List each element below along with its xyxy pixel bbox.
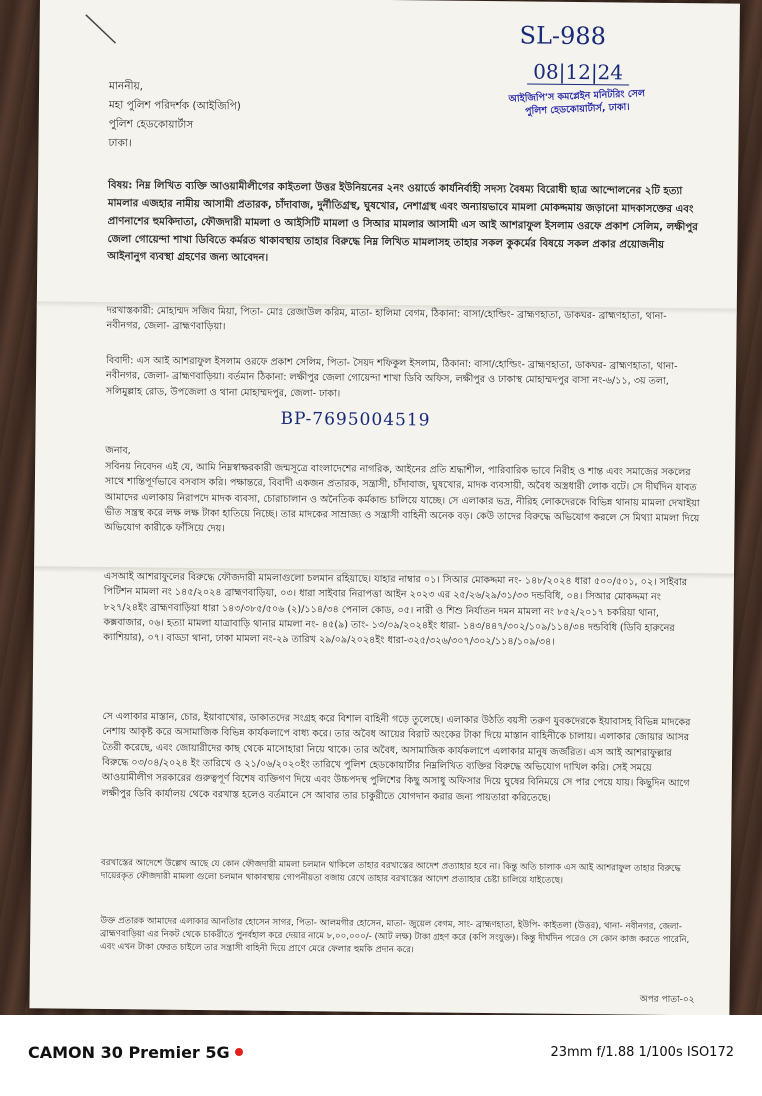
paragraph-2: এসআই আশরাফুলের বিরুদ্ধে ফৌজদারী মামলাগুলো চলমান রহিয়াছে। যাহার নাম্বার ০১। সিআর মোকদ্দমা নং- ১৪৮/২০২৪ ধারা ৫০০/৫০১, ০২। সাইবার পিটিশন মামলা নং ১৪৫/২০২৪ ব্রাহ্মণবাড়িয়া, ০৩। ধারা সাইবার নিরাপত্তা আইন ২০২৩ এর ২৫/২৬/২৯/৩১/৩৩ দন্ডবিধি, ০৪। সিআর মোকদ্দমা নং ৮২৭/২৪ইং ব্রাহ্মণবাড়িয়া ধারা ১৪৩/৩৮৫/৫০৬ (২)/১১৪/৩৪ পেনাল কোড, ০৫। নারী ও শিশু নির্যাতন দমন মামলা নং ৮৫২/২০১৭ চকরিয়া থানা, কক্সবাজার, ০৬। হত্যা মামলা যাত্রাবাড়ি থানার মামলা নং- ৪৫(৯) তাং- ১৩/০৯/২০২৪ইং ধারা- ১৪৩/৪৪৭/৩০২/১০৯/১১৪/৩৪ দন্ডবিধি (ডিবি হারুনের ক্যাশিয়ার), ০৭। বাড্ডা থানা, ঢাকা মামলা নং-২৯ তারিখ ২৯/০৯/২০২৪ইং ধারা-৩২৫/৩২৬/৩০৭/৩০২/১১৪/১০৯/৩৪। <box>103 571 688 649</box>
camera-watermark-bar <box>0 1015 762 1096</box>
stamp-line-2: পুলিশ হেডকোয়ার্টার্স, ঢাকা। <box>524 102 630 118</box>
next-page-note: অপর পাতা-০২ <box>639 994 695 1006</box>
address-line: পুলিশ হেডকোয়ার্টাস <box>108 117 194 131</box>
paragraph-3: সে এলাকার মাস্তান, চোর, ইয়াবাখোর, ডাকাতদের সংগ্রহ করে বিশাল বাহিনী গড়ে তুলেছে। এলাকার উঠতি বয়সী তরুণ যুবকদেরকে ইয়াবাসহ বিভিন্ন মাদকের নেশায় আকৃষ্ট করে অসামাজিক বিভিন্ন কার্যকলাপে বাধ্য করে। তার অবৈধ আয়ের বিরাট অংকের টাকা দিয়ে মাস্তান বাহিনীকে চালায়। এলাকার জোয়ার আসর তৈরী করেছে, এবং জোয়ারীদের কাছ থেকে মাসোহারা নিয়ে থাকে। তার অবৈধ, অসামাজিক কার্যকলাপে এলাকার মানুষ জর্জরিত। এস আই আশরাফুল্লার বিরুদ্ধে ০৩/০৪/২০২৪ ইং তারিখে ও ২১/০৬/২০২০ইং তারিখে পুলিশ হেডকোয়ার্টার নিম্নলিখিত ব্যক্তির বিরুদ্ধে অভিযোগ দাখিল করি। সেই সময়ে আওয়ামীলীগ সরকারের গুরুত্বপূর্ণ বিশেষ ব্যক্তিগণ দিয়ে এবং উচ্চপদস্থ পুলিশের কিছু অসাধু অফিসার দিয়ে ঘুষের বিনিময়ে সে পার পেয়ে যায়। কিছুদিন আগে লক্ষীপুর ডিবি কার্যালয় থেকে বরখাস্ত হলেও বর্তমানে সে আবার তার চাকুরীতে যোগদান করার জন্য পায়তারা করিতেছে। <box>101 711 691 804</box>
red-dot-icon <box>235 1048 243 1056</box>
address-line: মহা পুলিশ পরিদর্শক (আইজিপি) <box>108 98 241 113</box>
camera-model-text: CAMON 30 Premier 5G <box>28 1043 230 1062</box>
received-stamp <box>508 87 645 119</box>
paragraph-1: সবিনয় নিবেদন এই যে, আমি নিম্নস্বাক্ষরকারী জন্মসূত্রে বাংলাদেশের নাগরিক, আইনের প্রতি শ্রদ্ধাশীল, পারিবারিক ভাবে নিরীহ ও শান্ত এবং সমাজের সকলের সাথে শান্তিপূর্ণভাবে বসবাস করি। পক্ষান্তরে, বিবাদী একজন প্রতারক, সন্ত্রাসী, চাঁদাবাজ, ঘুষখোর, মাদক ব্যবসায়ী, অবৈধ অস্ত্রধারী লোক বটে। সে দীর্ঘদিন যাবত আমাদের এলাকায় নিরাপদে মাদক ব্যবসা, চোরাচালান ও অনৈতিক কর্মকান্ড চালিয়ে যাচ্ছে। সে এলাকার ভদ্র, নীরিহ লোকদেরকে বিভিন্ন থানায় মামলা দেখাইয়া ভীত সন্ত্রস্থ করে লক্ষ লক্ষ টাকা হাতিয়ে নিচ্ছে। তার মাদকের সাম্রাজ্য ও সন্ত্রাসী বাহিনী অনেক বড়। কেউ তাদের বিরুদ্ধে অভিযোগ করলে সে মিথ্যা মামলা দিয়ে অভিযোগ কারীকে ফাঁসিয়ে দেয়। <box>104 461 700 535</box>
recipient-address <box>108 77 429 156</box>
address-line: ঢাকা। <box>108 136 132 149</box>
letter-paper <box>29 0 740 1016</box>
applicant-details: দরখাস্তকারী: মোহাম্মদ সজিব মিয়া, পিতা- মোঃ রেজাউল করিম, মাতা- হালিমা বেগম, ঠিকানা: বাসা/হোল্ডিং- ব্রাহ্মণহাতা, ডাকঘর- ব্রাহ্মণহাতা, থানা- নবীনগর, জেলা- ব্রাহ্মণবাড়িয়া। <box>106 305 667 333</box>
stamp-line-1: আইজিপি'স কমপ্লেইন মনিটরিং সেল <box>508 88 646 105</box>
pen-mark <box>81 11 121 47</box>
paragraph-5: উক্ত প্রতারক আমাদের এলাকার আনতাির হোসেন সাগর, পিতা- আলমগীর হোসেন, মাতা- জুয়েল বেগম, সাং- ব্রাহ্মণহাতা, ইউপি- কাইতলা (উত্তর), থানা- নবীনগর, জেলা- ব্রাহ্মণবাড়িয়া এর নিকট থেকে চাকরীতে পুনর্বহাল করে দেয়ার নামে ৮,০০,০০০/- (আট লক্ষ) টাকা গ্রহণ করে (কপি সংযুক্ত)। কিন্তু দীর্ঘদিন পরেও সে কোন কাজ করতে পারেনি, এবং এখন টাকা ফেরত চাইলে তার সন্ত্রাসী বাহিনী দিয়ে প্রাণে মেরে ফেলার হুমকি প্রদান করে। <box>100 916 690 956</box>
accused-details: বিবাদী: এস আই আশরাফুল ইসলাম ওরফে প্রকাশ সেলিম, পিতা- সৈয়দ শফিকুল ইসলাম, ঠিকানা: বাসা/হোল্ডিং- ব্রাহ্মণহাতা, ডাকঘর- ব্রাহ্মণহাতা, থানা- নবীনগর, জেলা- ব্রাহ্মণবাড়িয়া। বর্তমান ঠিকানা: লক্ষীপুর জেলা গোয়েন্দা শাখা ডিবি অফিস, লক্ষীপুর ও ঢাকাস্থ মোহাম্মদপুর বাসা নং-৬/১১, ৩য় তলা, সলিমুল্লাহ রোড, উপজেলা ও থানা মোহাম্মদপুর, জেলা- ঢাকা। <box>105 355 678 400</box>
paragraph-4: বরখাস্তের আদেশে উল্লেখ আছে যে কোন ফৌজদারী মামলা চলমান থাকিলে তাহার বরখাস্তের আদেশ প্রত্যাহার হবে না। কিন্তু অতি চালাক এস আই আশরাফুল তাহার বিরুদ্ধে দায়েরকৃত ফৌজদারী মামলা গুলো চলমান থাকাবস্থায় গোপনীয়তা বজায় রেখে তাহার বরখাস্তের আদেশ প্রত্যাহার চেষ্টা চালিয়ে যাইতেছে। <box>100 858 681 886</box>
camera-model <box>28 1043 243 1062</box>
handwritten-ref-no: SL-988 <box>519 21 607 51</box>
handwritten-bp-number: BP-7695004519 <box>280 408 431 431</box>
camera-specs: 23mm f/1.88 1/100s ISO172 <box>550 1045 734 1060</box>
subject: বিষয়: নিম্ন লিখিত ব্যক্তি আওয়ামীলীগের কাইতলা উত্তর ইউনিয়নের ২নং ওয়ার্ডে কার্যনির্বাহী সদস্য বৈষম্য বিরোধী ছাত্র আন্দোলনের ২টি হত্যা মামলার এজহার নামীয় আসামী প্রতারক, চাঁদাবাজ, দুর্নীতিগ্রস্থ, ঘুষখোর, নেশাগ্রস্থ এবং অন্যায়ভাবে মামলা মোকদ্দমায় জড়ানো মাদকাসক্তের এবং প্রাণনাশের হুমকিদাতা, ফৌজদারী মামলা ও আইসিটি মামলা ও সিআর মামলার আসামী এস আই আশরাফুল ইসলাম ওরফে প্রকাশ সেলিম, লক্ষীপুর জেলা গোয়েন্দা শাখা ডিবিতে কর্মরত থাকাবস্থায় তাহার বিরুদ্ধে নিম্ন লিখিত মামলাসহ তাহার সকল কুকর্মের বিষয়ে সকল প্রকার প্রয়োজনীয় আইনানুগ ব্যবস্থা গ্রহণের জন্য আবেদন। <box>107 180 698 265</box>
handwritten-date: 08|12|24 <box>527 59 629 85</box>
address-line: মাননীয়, <box>109 80 144 93</box>
salutation: জনাব, <box>105 445 131 457</box>
